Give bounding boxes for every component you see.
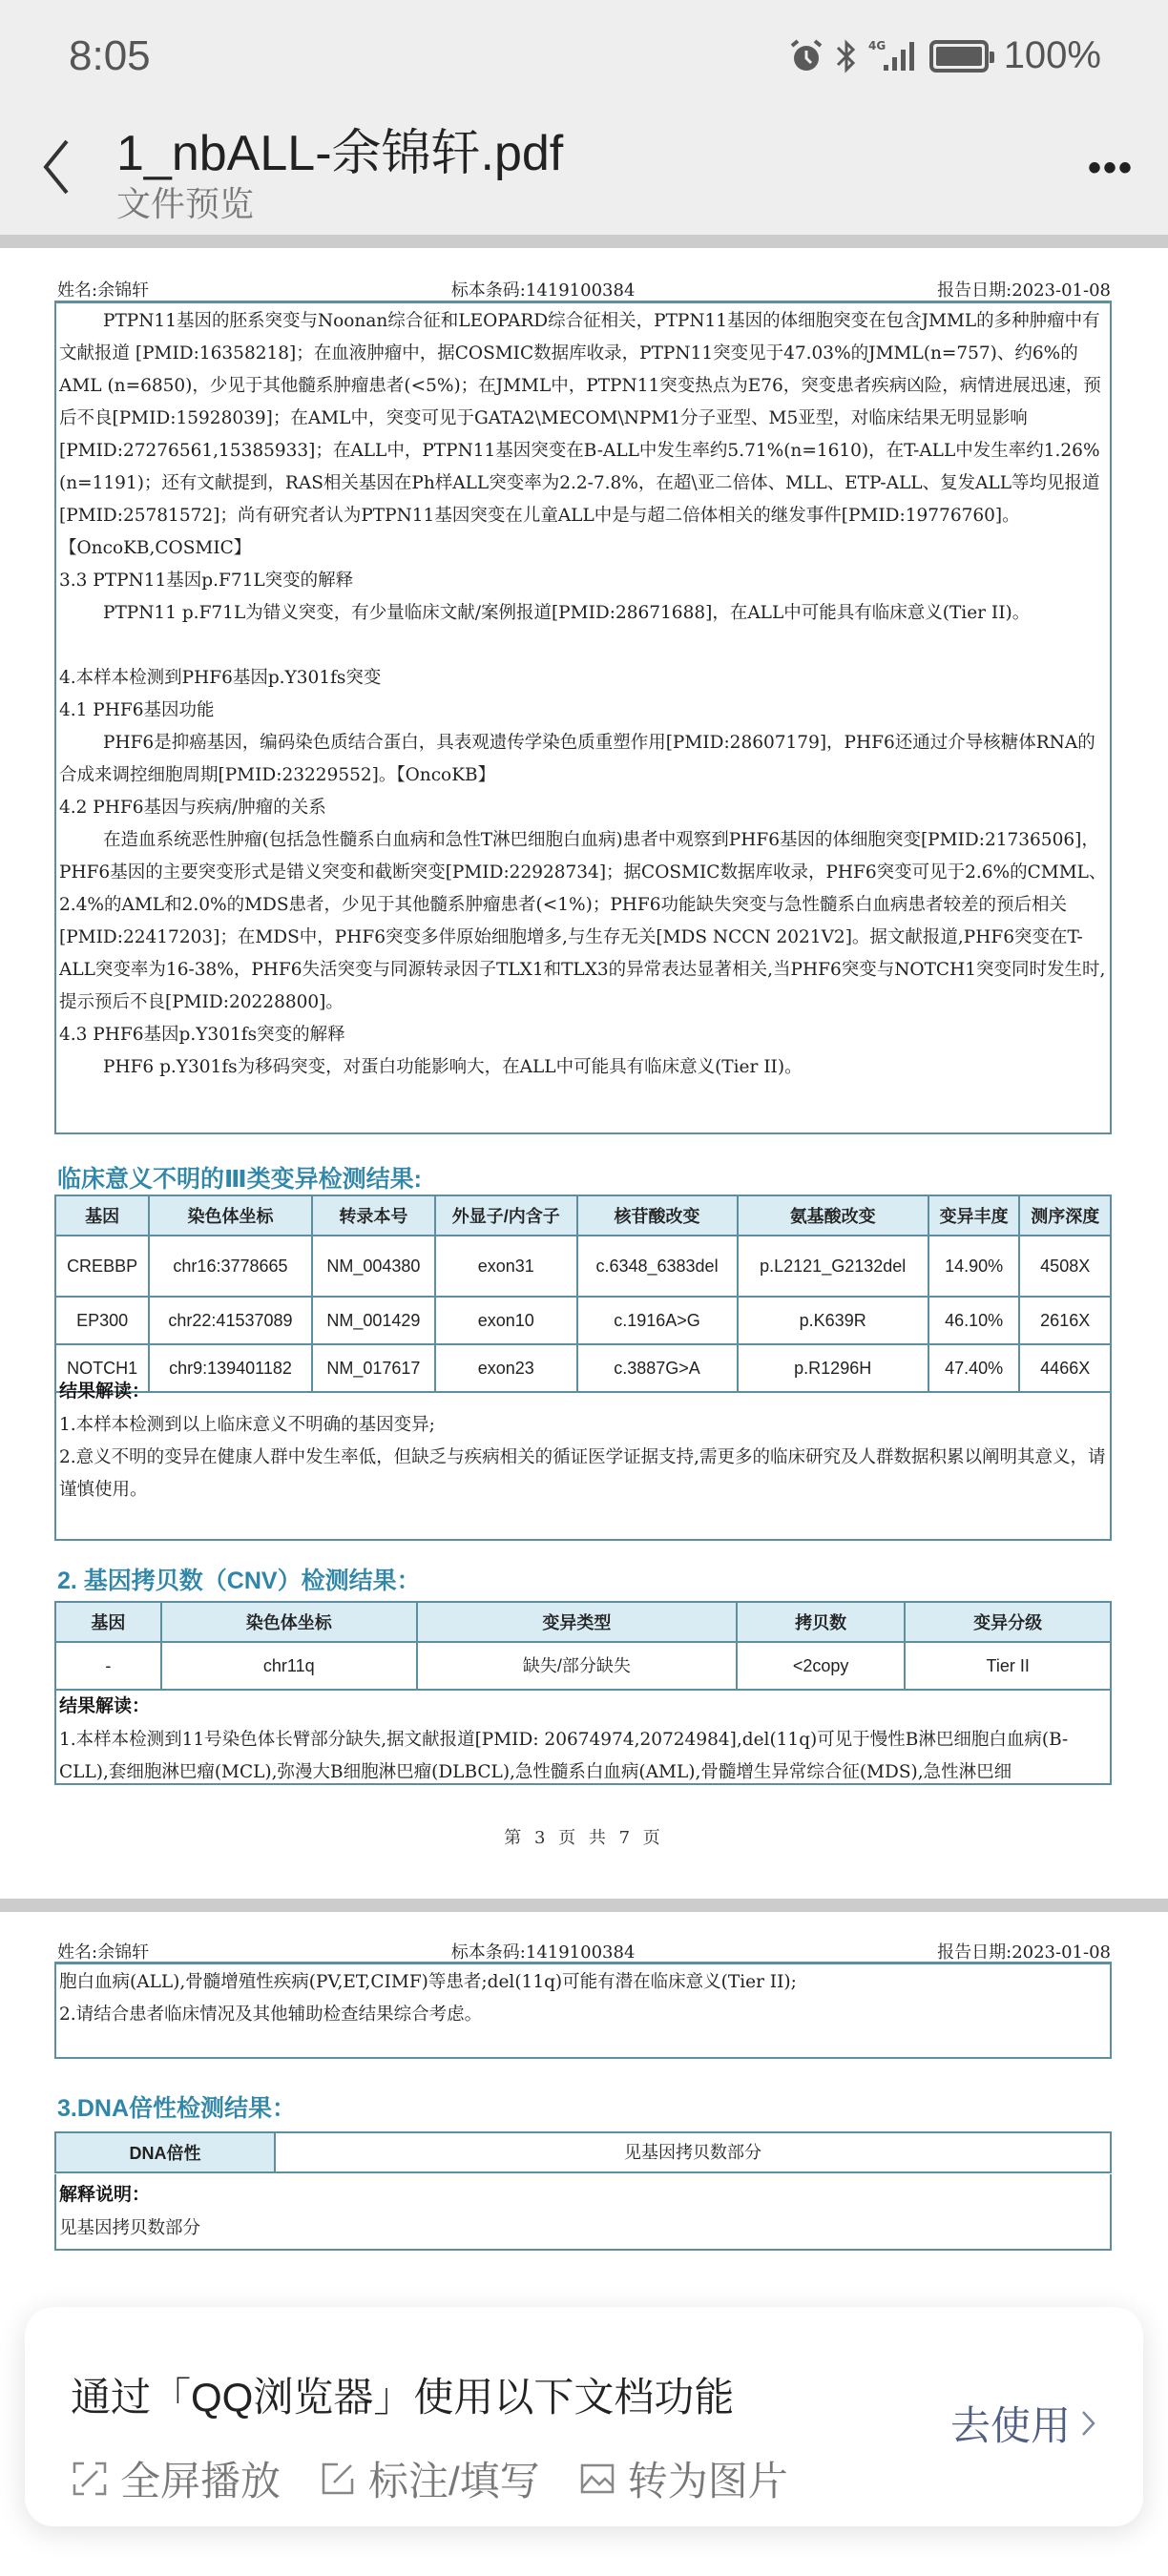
column-header: 核苷酸改变 [577, 1195, 738, 1236]
sample-barcode: 标本条码:1419100384 [450, 1942, 636, 1963]
report-paragraph: 3.3 PTPN11基因p.F71L突变的解释 [59, 571, 354, 591]
signal-4g-icon [868, 38, 920, 74]
table-cell: 46.10% [928, 1297, 1020, 1344]
feature-label: 全屏播放 [120, 2459, 282, 2503]
divider [0, 235, 1168, 248]
battery-icon [929, 40, 989, 73]
table-cell: - [55, 1642, 161, 1690]
table-cell: c.6348_6383del [577, 1236, 738, 1297]
cnv-interp-continued [54, 1962, 1112, 2059]
patient-name: 姓名:余锦轩 [57, 1942, 150, 1963]
table-cell: 47.40% [928, 1344, 1020, 1392]
vus-section-title: 临床意义不明的Ⅲ类变异检测结果: [57, 1166, 422, 1193]
patient-name: 姓名:余锦轩 [57, 280, 150, 301]
svg-text:4G: 4G [867, 38, 886, 52]
cnv-section-title: 2. 基因拷贝数（CNV）检测结果： [57, 1568, 421, 1594]
interpretation-box [54, 301, 1112, 1134]
report-paragraph: PTPN11基因的胚系突变与Noonan综合征和LEOPARD综合征相关，PTPN11基因的体细胞突变在包含JMML的多种肿瘤中有文献报道 [PMID:16358218]；在血液肿瘤中，据COSMIC数据库收录，PTPN11突变见于47.03%的JMML(n=757)、约6%的AML (n=6850)，少见于其他髓系肿瘤患者(<5%)；在JMML中，PTPN11突变热点为E76，突变患者疾病凶险，病情进展迅速，预后不良[PMID:15928039]；在AML中，突变可见于GATA2\MECOM\NPM1分子亚型、M5亚型，对临床结果无明显影响[PMID:27276561,15385933]；在ALL中，PTPN11基因突变在B-ALL中发生率约5.71%(n=1610)，在T-ALL中发生率约1.26%(n=1191)；还有文献提到，RAS相关基因在Ph样ALL突变率为2.2-7.8%，在超\亚二倍体、MLL、ETP-ALL、复发ALL等均见报道[PMID:25781572]；尚有研究者认为PTPN11基因突变在儿童ALL中是与超二倍体相关的继发事件[PMID:19776760]。【OncoKB,COSMIC】 [59, 311, 1101, 558]
report-paragraph: PHF6 p.Y301fs为移码突变，对蛋白功能影响大，在ALL中可能具有临床意义(Tier II)。 [103, 1057, 803, 1077]
cnv-table [54, 1601, 1112, 1691]
file-title: 1_nbALL-余锦轩.pdf [116, 126, 564, 181]
column-header: 变异丰度 [928, 1195, 1020, 1236]
fullscreen-icon [71, 2460, 109, 2498]
table-cell: p.R1296H [738, 1344, 928, 1392]
table-cell: NM_004380 [312, 1236, 435, 1297]
report-paragraph: 在造血系统恶性肿瘤(包括急性髓系白血病和急性T淋巴细胞白血病)患者中观察到PHF6基因的体细胞突变[PMID:21736506]，PHF6基因的主要突变形式是错义突变和截断突变[PMID:22928734]；据COSMIC数据库收录，PHF6突变可见于2.6%的CMML、2.4%的AML和2.0%的MDS患者，少见于其他髓系肿瘤患者(<1%)；PHF6功能缺失突变与急性髓系白血病患者较差的预后相关[PMID:22417203]；在MDS中，PHF6突变多伴原始细胞增多,与生存无关[MDS NCCN 2021V2]。据文献报道,PHF6突变在T-ALL突变率为16-38%，PHF6失活突变与同源转录因子TLX1和TLX3的异常表达显著相关,当PHF6突变与NOTCH1突变同时发生时,提示预后不良[PMID:20228800]。 [59, 830, 1107, 1012]
report-date: 报告日期:2023-01-08 [937, 280, 1111, 301]
image-icon [578, 2460, 616, 2498]
battery-percent: 100% [1003, 34, 1101, 76]
table-cell: c.1916A>G [577, 1297, 738, 1344]
pdf-page-3 [0, 248, 1168, 1899]
table-cell: exon23 [435, 1344, 577, 1392]
vus-row [55, 1236, 1111, 1297]
vus-interpretation [54, 1371, 1112, 1541]
table-cell: 2616X [1019, 1297, 1111, 1344]
feature-annotate[interactable] [319, 2450, 540, 2507]
cnv-interpretation [54, 1686, 1112, 1785]
more-options-button[interactable]: ••• [1087, 147, 1134, 189]
table-cell: chr11q [161, 1642, 417, 1690]
feature-fullscreen[interactable] [71, 2450, 281, 2507]
report-paragraph: 4.2 PHF6基因与疾病/肿瘤的关系 [59, 798, 326, 818]
column-header: 基因 [55, 1195, 149, 1236]
table-cell: c.3887G>A [577, 1344, 738, 1392]
column-header: 基因 [55, 1602, 161, 1642]
status-icons [788, 34, 1101, 77]
back-icon[interactable] [38, 134, 76, 200]
report-date: 报告日期:2023-01-08 [937, 1942, 1111, 1963]
table-cell: exon10 [435, 1297, 577, 1344]
report-paragraph [59, 630, 1107, 662]
go-use-button[interactable] [950, 2395, 1097, 2452]
dna-ploidy-table [54, 2131, 1112, 2173]
column-header: 染色体坐标 [149, 1195, 312, 1236]
table-cell: chr9:139401182 [149, 1344, 312, 1392]
column-header: 染色体坐标 [161, 1602, 417, 1642]
dna-interp-text: 见基因拷贝数部分 [59, 2218, 201, 2238]
app-header [0, 105, 1168, 235]
table-cell: EP300 [55, 1297, 149, 1344]
table-cell: p.L2121_G2132del [738, 1236, 928, 1297]
report-header [57, 1939, 1111, 1963]
bluetooth-icon [834, 38, 859, 74]
column-header: 测序深度 [1019, 1195, 1111, 1236]
status-time: 8:05 [69, 32, 151, 79]
sample-barcode: 标本条码:1419100384 [450, 280, 636, 301]
report-paragraph: 4.3 PHF6基因p.Y301fs突变的解释 [59, 1025, 345, 1045]
table-cell: 14.90% [928, 1236, 1020, 1297]
table-cell: chr22:41537089 [149, 1297, 312, 1344]
cnv-row [55, 1642, 1111, 1690]
table-cell: 缺失/部分缺失 [417, 1642, 737, 1690]
vus-table [54, 1195, 1112, 1393]
feature-label: 转为图片 [627, 2459, 788, 2503]
table-cell: 4508X [1019, 1236, 1111, 1297]
column-header: 转录本号 [312, 1195, 435, 1236]
dna-ploidy-value: 见基因拷贝数部分 [275, 2132, 1111, 2172]
banner-features [71, 2450, 788, 2507]
chevron-right-icon [1080, 2408, 1097, 2439]
vus-row [55, 1297, 1111, 1344]
interpretation-line: 胞白血病(ALL),骨髓增殖性疾病(PV,ET,CIMF)等患者;del(11q)可能有潜在临床意义(Tier II); [59, 1972, 797, 1992]
interpretation-line: 1.本样本检测到以上临床意义不明确的基因变异; [59, 1415, 435, 1435]
report-paragraph: 4.1 PHF6基因功能 [59, 700, 215, 720]
vus-interp-label: 结果解读： [59, 1381, 151, 1402]
dna-interp-label: 解释说明： [59, 2184, 151, 2205]
column-header: 外显子/内含子 [435, 1195, 577, 1236]
table-cell: chr16:3778665 [149, 1236, 312, 1297]
report-paragraph: PHF6是抑癌基因，编码染色质结合蛋白，具表观遗传学染色质重塑作用[PMID:28607179]，PHF6还通过介导核糖体RNA的合成来调控细胞周期[PMID:23229552]。【OncoKB】 [59, 733, 1095, 785]
column-header: 变异分级 [905, 1602, 1111, 1642]
column-header: 变异类型 [417, 1602, 737, 1642]
go-use-label: 去使用 [949, 2403, 1071, 2448]
table-cell: p.K639R [738, 1297, 928, 1344]
table-cell: NM_001429 [312, 1297, 435, 1344]
feature-to-image[interactable] [578, 2450, 788, 2507]
table-cell: 4466X [1019, 1344, 1111, 1392]
table-cell: CREBBP [55, 1236, 149, 1297]
table-cell: <2copy [737, 1642, 905, 1690]
table-cell: NM_017617 [312, 1344, 435, 1392]
interpretation-line: 2.意义不明的变异在健康人群中发生率低，但缺乏与疾病相关的循证医学证据支持,需更多的临床研究及人群数据积累以阐明其意义，请谨慎使用。 [59, 1447, 1106, 1500]
column-header: 氨基酸改变 [738, 1195, 928, 1236]
cnv-interp-label: 结果解读： [59, 1695, 151, 1716]
page-number: 第 3 页 共 7 页 [504, 1828, 664, 1848]
qq-browser-banner[interactable] [25, 2307, 1143, 2526]
page-separator [0, 1899, 1168, 1912]
dna-ploidy-section-title: 3.DNA倍性检测结果： [57, 2095, 297, 2122]
report-paragraph: 4.本样本检测到PHF6基因p.Y301fs突变 [59, 668, 382, 688]
interpretation-line: 2.请结合患者临床情况及其他辅助检查结果综合考虑。 [59, 2005, 483, 2025]
file-subtitle: 文件预览 [116, 184, 255, 223]
column-header: 拷贝数 [737, 1602, 905, 1642]
dna-ploidy-label: DNA倍性 [55, 2132, 275, 2172]
edit-icon [319, 2460, 357, 2498]
interpretation-line: 1.本样本检测到11号染色体长臂部分缺失,据文献报道[PMID: 20674974,20724984],del(11q)可见于慢性B淋巴细胞白血病(B-CLL),套细胞淋巴瘤(MCL),弥漫大B细胞淋巴瘤(DLBCL),急性髓系白血病(AML),骨髓增生异常综合征(MDS),急性淋巴细 [59, 1730, 1069, 1782]
status-bar [0, 0, 1168, 105]
table-cell: NOTCH1 [55, 1344, 149, 1392]
alarm-icon [788, 38, 824, 74]
feature-label: 标注/填写 [368, 2459, 540, 2503]
report-header [57, 277, 1111, 301]
table-cell: exon31 [435, 1236, 577, 1297]
dna-ploidy-interpretation [54, 2174, 1112, 2251]
report-paragraph: PTPN11 p.F71L为错义突变，有少量临床文献/案例报道[PMID:28671688]，在ALL中可能具有临床意义(Tier II)。 [103, 603, 1031, 623]
banner-title: 通过「QQ浏览器」使用以下文档功能 [71, 2375, 735, 2420]
table-cell: Tier II [905, 1642, 1111, 1690]
